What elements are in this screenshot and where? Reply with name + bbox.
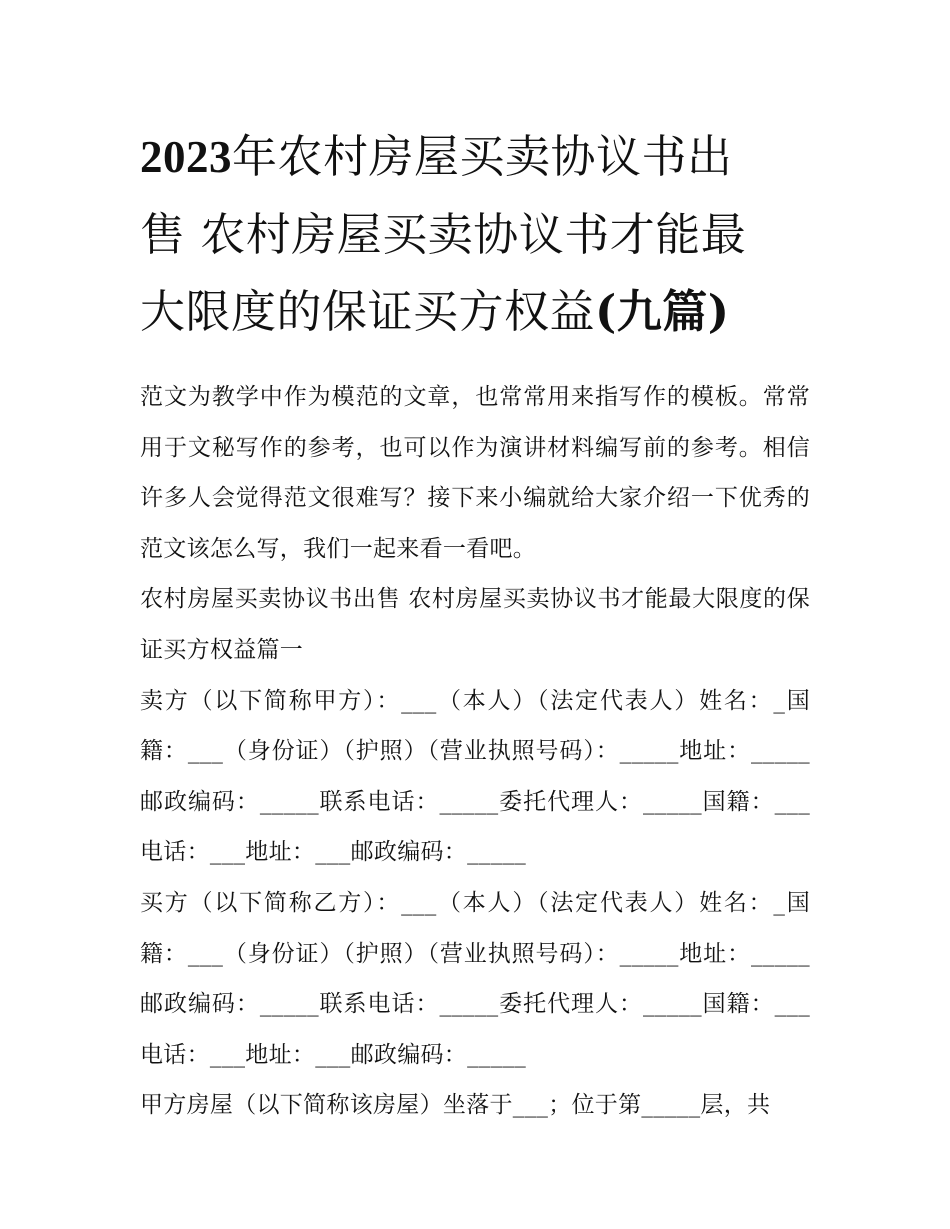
document-title [140, 118, 810, 350]
buyer-info-paragraph: 买方（以下简称乙方）：___（本人）（法定代表人）姓名：_国籍：___（身份证）（护照）（营业执照号码）：_____地址：_____邮政编码：_____联系电话：_____委托代理人：_____国籍：___电话：___地址：___邮政编码：_____ [140, 889, 810, 1068]
intro-paragraph: 范文为教学中作为模范的文章，也常常用来指写作的模板。常常用于文秘写作的参考，也可以作为演讲材料编写前的参考。相信许多人会觉得范文很难写？接下来小编就给大家介绍一下优秀的范文该怎么写，我们一起来看一看吧。 [140, 384, 810, 562]
title-line-1-text: 年农村房屋买卖协议书出 [232, 130, 733, 183]
title-year: 2023 [140, 132, 232, 182]
property-location-paragraph: 甲方房屋（以下简称该房屋）坐落于___；位于第_____层，共 [140, 1092, 771, 1119]
title-line-1 [140, 118, 810, 196]
title-line-3 [140, 273, 810, 350]
document-body [140, 118, 810, 1131]
seller-info-paragraph: 卖方（以下简称甲方）：___（本人）（法定代表人）姓名：_国籍：___（身份证）（护照）（营业执照号码）：_____地址：_____邮政编码：_____联系电话：_____委托代理人：_____国籍：___电话：___地址：___邮政编码：_____ [140, 687, 810, 866]
title-line-3-text: 大限度的保证买方权益 [140, 285, 596, 338]
title-line-2: 售 农村房屋买卖协议书才能最 [140, 208, 747, 261]
section-heading: 农村房屋买卖协议书出售 农村房屋买卖协议书才能最大限度的保证买方权益篇一 [140, 586, 810, 663]
title-chapter-count: (九篇) [595, 285, 730, 338]
